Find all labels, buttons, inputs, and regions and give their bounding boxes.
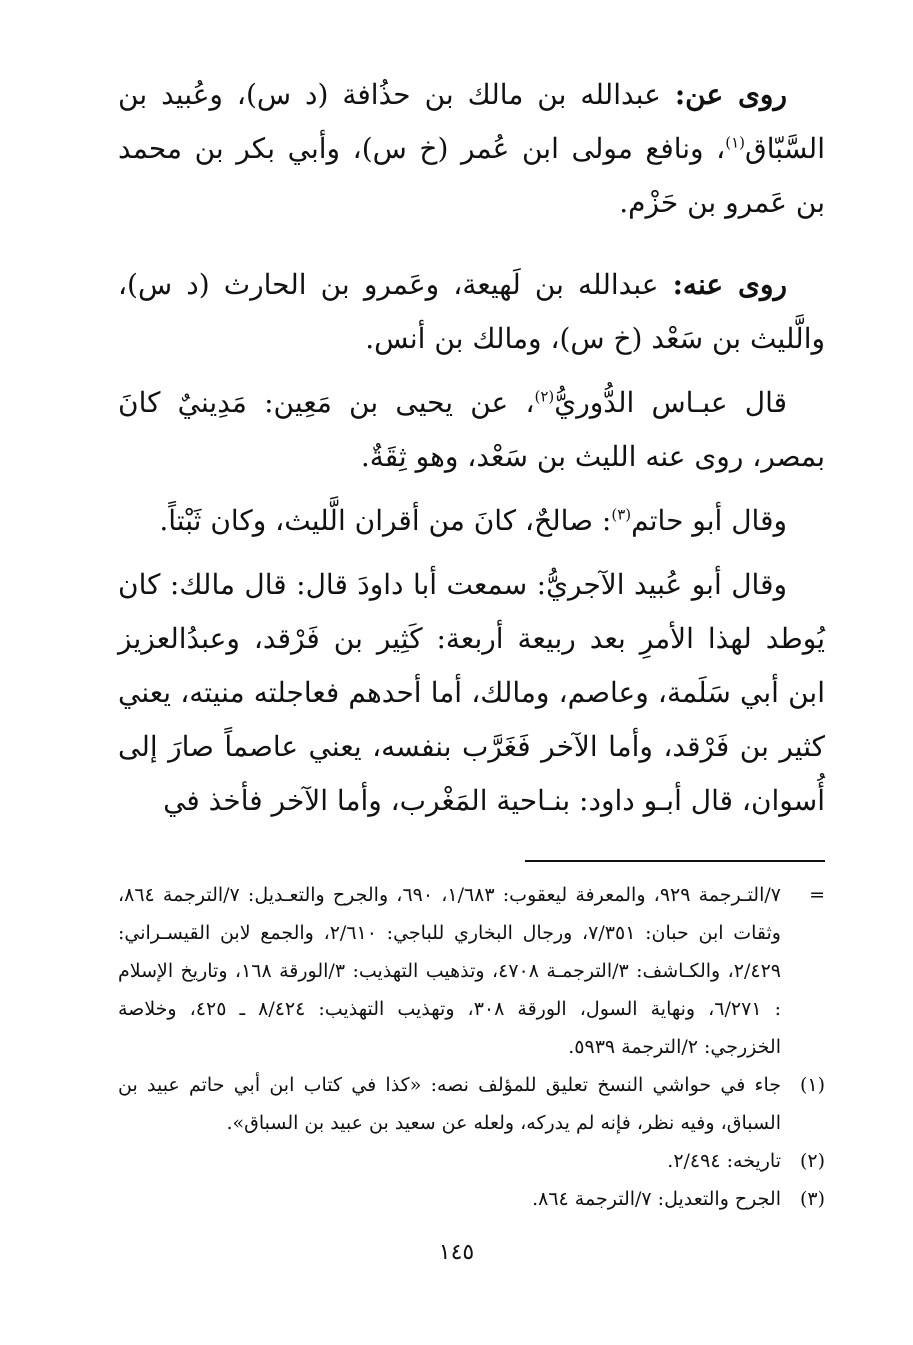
footnote-number: (٢) [799,1150,825,1172]
footnote-text: جاء في حواشي النسخ تعليق للمؤلف نصه: «كذا في كتاب ابن أبي حاتم عبيد بن السباق، وفيه نظر، فإنه لم يدركه، ولعله عن سعيد بن عبيد بن السباق». [118,1074,781,1134]
paragraph-rawa-anhu [118,258,825,366]
footnote-text: الجرح والتعديل: ٧/الترجمة ٨٦٤. [532,1188,781,1210]
label-rawa-an: روى عن: [674,78,787,111]
paragraph-duri [118,376,825,484]
continuation-marker: = [809,884,825,906]
footnote-ref-3: (٣) [611,505,632,524]
paragraph-text: عبدالله بن مالك بن حذُافة (د س)، وعُبيد بن السَّبّاق [118,78,825,165]
footnote-number: (١) [799,1074,825,1096]
paragraph-abu-hatim [118,494,825,548]
paragraph-ajurri [118,558,825,828]
footnote-ref-1: (١) [725,133,745,152]
paragraph-text: ، ونافع مولى ابن عُمر (خ س)، وأبي بكر بن محمد بن عَمرو بن حَزْم. [118,132,825,219]
page-number: ١٤٥ [438,1240,475,1265]
paragraph-text: وقال أبو عُبيد الآجريُّ: سمعت أبا داودَ قال: قال مالك: كان يُوطد لهذا الأمرِ بعد ربيعة أربعة: كَثِير بن فَرْقد، وعبدُالعزيز ابن أبي سَلَمة، وعاصم، ومالك، أما أحدهم فعاجلته منيته، يعني كثير بن فَرْقد، وأما الآخر فَغَرَّب بنفسه، يعني عاصماً صارَ إلى أُسوان، قال أبـو داود: بنـاحية المَغْرب، وأما الآخر فأخذ في [118,568,825,817]
footnote-continuation [118,876,825,1066]
footnote-separator [525,860,825,862]
paragraph-text: وقال أبو حاتم [631,504,787,537]
footnote-ref-2: (٢) [534,387,555,406]
footnote-text: تاريخه: ٢/٤٩٤. [667,1150,781,1172]
paragraph-text: عبدالله بن لَهيعة، وعَمرو بن الحارث (د س)، والَّليث بن سَعْد (خ س)، ومالك بن أنس. [118,268,825,355]
footnote-3 [118,1180,825,1218]
footnote-number: (٣) [799,1188,825,1210]
paragraph-text: قال عبـاس الدُّوريُّ [554,386,787,419]
footnote-text: ٧/التـرجمة ٩٢٩، والمعرفة ليعقوب: ١/٦٨٣، ٦٩٠، والجرح والتعـديل: ٧/الترجمة ٨٦٤، وثقات ابن حبان: ٧/٣٥١، ورجال البخاري للباجي: ٢/٦١٠، والجمع لابن القيسـراني: ٢/٤٢٩، والكـاشف: ٣/الترجمـة ٤٧٠٨، وتذهيب التهذيب: ٣/الورقة ١٦٨، وتاريخ الإسلام : ٦/٢٧١، ونهاية السول، الورقة ٣٠٨، وتهذيب التهذيب: ٨/٤٢٤ ـ ٤٢٥، وخلاصة الخزرجي: ٢/الترجمة ٥٩٣٩. [118,884,782,1058]
footnote-2 [118,1142,825,1180]
footnotes [118,876,825,1218]
main-text [118,68,825,828]
label-rawa-anhu: روى عنه: [672,268,787,301]
paragraph-rawa-an [118,68,825,230]
paragraph-text: ، عن يحيى بن مَعِين: مَدِينيٌ كانَ بمصر، روى عنه الليث بن سَعْد، وهو ثِقَةٌ. [118,386,825,473]
footnote-1 [118,1066,825,1142]
paragraph-text: : صالحٌ، كانَ من أقران الَّليث، وكان ثَبْتاً. [159,504,612,537]
